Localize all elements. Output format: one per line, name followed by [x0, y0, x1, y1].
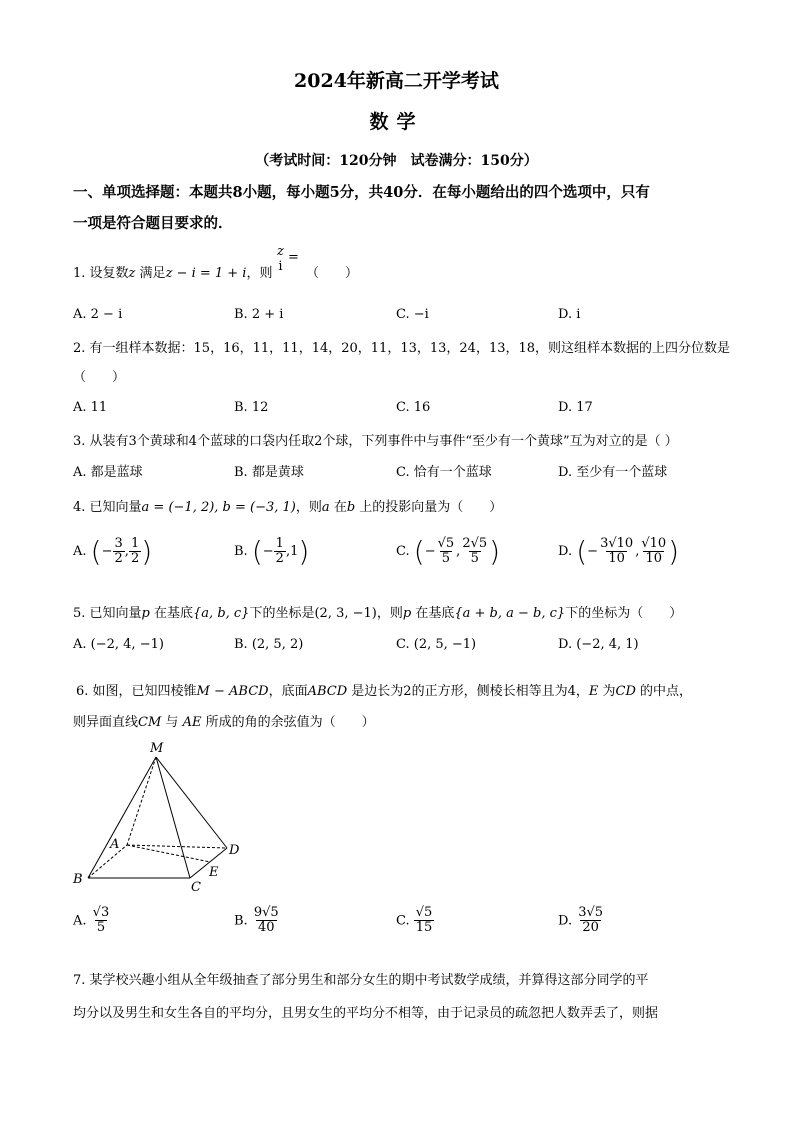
q2-option-b[interactable]: B. 12 [234, 400, 269, 415]
subject-title: 数学 [369, 111, 424, 133]
q4-vec-b: b [346, 500, 356, 515]
q4-c-sign: − [424, 544, 436, 559]
q5-basis2: {a + b, a − b, c} [454, 606, 566, 621]
q4-b-second: 1 [290, 544, 299, 559]
q6-c-label: C. [396, 913, 410, 929]
q4-text-b: ，则 [295, 500, 322, 515]
q6-option-a[interactable] [73, 906, 111, 936]
q5-text-b: 在基底 [154, 606, 194, 621]
q2-option-a[interactable]: A. 11 [73, 400, 108, 415]
q6-a-label: A. [73, 913, 87, 929]
q6-d-label: D. [558, 913, 573, 929]
q1-option-a[interactable]: A. 2 − i [73, 307, 123, 322]
q4-vec-a: a [321, 500, 330, 515]
q3-option-c[interactable]: C. 恰有一个蓝球 [396, 465, 492, 480]
label-a: A [110, 837, 120, 852]
label-m: M [150, 741, 164, 756]
q6-text-b: ，底面 [268, 684, 308, 699]
q1-frac-den: i [278, 259, 283, 274]
q1-option-d[interactable]: D. i [558, 307, 581, 322]
q4-option-c[interactable]: C. (− $\frac{√5}{5}$ , $\frac{2√5}{5}$ ) [396, 535, 501, 568]
question-7-line2: 均分以及男生和女生各自的平均分，且男女生的平均分不相等，由于记录员的疏忽把人数弄丢了，则据 [73, 1006, 659, 1021]
q3-option-b[interactable]: B. 都是黄球 [234, 465, 304, 480]
q5-option-c[interactable]: C. (2, 5, −1) [396, 637, 477, 652]
question-3-stem: 3. 从装有3个黄球和4个蓝球的口袋内任取2个球，下列事件中与事件“至少有一个黄球”互为对立的是（ ） [73, 434, 678, 449]
question-4-stem [73, 496, 502, 515]
section-heading-line1: 一、单项选择题：本题共8小题，每小题5分，共40分．在每小题给出的四个选项中，只有 [73, 184, 650, 201]
q6-seg-cd: CD [615, 684, 636, 699]
q6-b-frac: $\frac{9√5}{40}$ [253, 905, 279, 936]
q5-basis1: {a, b, c} [193, 606, 250, 621]
q1-option-b[interactable]: B. 2 + i [234, 307, 284, 322]
q1-text-b: 满足 [139, 266, 166, 281]
q1-option-c[interactable]: C. −i [396, 307, 429, 322]
q4-text-a: 4. 已知向量 [73, 500, 142, 515]
q6-line-cm: CM [138, 715, 162, 730]
q5-text-a: 5. 已知向量 [73, 606, 142, 621]
q6-c-frac: $\frac{√5}{15}$ [415, 905, 433, 936]
q1-paren: （ ） [306, 266, 359, 281]
q4-text-c: 在 [333, 500, 347, 515]
q4-d-sign: − [587, 544, 599, 559]
q1-text-c: ，则 [246, 266, 273, 281]
q3-option-a[interactable]: A. 都是蓝球 [73, 465, 143, 480]
q1-expr: z − i = 1 + i [165, 266, 247, 281]
q6-option-c[interactable] [396, 906, 434, 936]
q2-option-c[interactable]: C. 16 [396, 400, 431, 415]
page-title: 2024年新高二开学考试 [294, 70, 499, 92]
q2-option-d[interactable]: D. 17 [558, 400, 593, 415]
q5-option-b[interactable]: B. (2, 5, 2) [234, 637, 304, 652]
q5-text-d: ，则 [376, 606, 403, 621]
section-heading-line2: 一项是符合题目要求的． [73, 215, 233, 232]
label-b: B [73, 872, 83, 887]
q6-text-a: 6. 如图，已知四棱锥 [76, 684, 197, 699]
q6-line-ae: AE [182, 715, 202, 730]
q4-b-sign: − [262, 544, 274, 559]
q1-text-a: 1. 设复数 [73, 266, 129, 281]
q5-option-a[interactable]: A. (−2, 4, −1) [73, 637, 164, 652]
q5-text-e: 在基底 [415, 606, 455, 621]
q4-option-a[interactable]: A. (− $\frac{3}{2}$ , $\frac{1}{2}$ ) [73, 535, 153, 568]
q6-b-label: B. [234, 913, 248, 929]
question-2-line2: （ ） [73, 370, 126, 385]
question-2-line1: 2. 有一组样本数据：15，16，11，11，14，20，11，13，13，24，13，18，则这组样本数据的上四分位数是 [73, 341, 731, 356]
q4-expr: a = (−1, 2), b = (−3, 1) [141, 500, 296, 515]
label-d: D [229, 843, 240, 858]
q6-base: ABCD [307, 684, 348, 699]
q1-frac-num: z [277, 244, 284, 259]
q5-vec-p: p [141, 606, 150, 621]
q6-text-f: 则异面直线 [73, 715, 139, 730]
q1-frac [277, 244, 284, 274]
q1-var-z: z [128, 266, 136, 281]
q4-a-frac2: $\frac{1}{2}$ [130, 535, 140, 566]
q4-a-sign: − [101, 544, 113, 559]
exam-info: （考试时间：120分钟 试卷满分：150分） [255, 153, 538, 169]
q6-text-h: 所成的角的余弦值为（ ） [205, 715, 375, 730]
q5-vec-p2: p [402, 606, 412, 621]
q6-option-d[interactable] [558, 906, 605, 936]
label-c: C [191, 880, 201, 893]
pyramid-figure [70, 738, 260, 893]
q4-b-frac1: $\frac{1}{2}$ [275, 535, 284, 566]
question-1-stem [73, 262, 273, 281]
q5-option-d[interactable]: D. (−2, 4, 1) [558, 637, 639, 652]
q5-text-f: 下的坐标为（ ） [565, 606, 683, 621]
q6-option-b[interactable] [234, 906, 281, 936]
q1-equals: = [288, 250, 299, 265]
q6-text-e: 的中点， [640, 684, 693, 699]
q4-c-frac1: $\frac{√5}{5}$ [437, 535, 455, 566]
q6-text-c: 是边长为2的正方形，侧棱长相等且为4， [351, 684, 589, 699]
q4-d-frac2: $\frac{√10}{10}$ [641, 535, 667, 566]
question-6-line2 [73, 711, 375, 730]
q4-text-d: 上的投影向量为（ ） [359, 500, 503, 515]
q6-a-frac: $\frac{√3}{5}$ [92, 905, 110, 936]
q4-a-frac1: $\frac{3}{2}$ [114, 535, 123, 566]
q6-text-d: 为 [602, 684, 616, 699]
question-6-line1 [76, 680, 692, 699]
q4-d-label: D. [558, 544, 573, 559]
question-5-stem [73, 602, 682, 621]
q4-c-label: C. [396, 544, 410, 559]
q6-pyramid: M − ABCD [196, 684, 269, 699]
q5-coord: (2, 3, −1) [314, 606, 377, 621]
q4-c-frac2: $\frac{2√5}{5}$ [462, 535, 488, 566]
q4-a-label: A. [73, 544, 87, 559]
q4-option-b[interactable]: B. (− $\frac{1}{2}$ ,1) [234, 535, 310, 568]
question-7-line1: 7. 某学校兴趣小组从全年级抽查了部分男生和部分女生的期中考试数学成绩，并算得这部分同学的平 [73, 973, 649, 988]
label-e: E [209, 865, 219, 880]
q6-point-e: E [588, 684, 599, 699]
q4-d-frac1: $\frac{3√10}{10}$ [600, 535, 634, 566]
q4-option-d[interactable]: D. (− $\frac{3√10}{10}$ , $\frac{√10}{10}$ ) [558, 535, 680, 568]
q6-d-frac: $\frac{3√5}{20}$ [578, 905, 604, 936]
q5-text-c: 下的坐标是 [249, 606, 315, 621]
q6-text-g: 与 [165, 715, 179, 730]
q4-b-label: B. [234, 544, 248, 559]
q3-option-d[interactable]: D. 至少有一个蓝球 [558, 465, 668, 480]
